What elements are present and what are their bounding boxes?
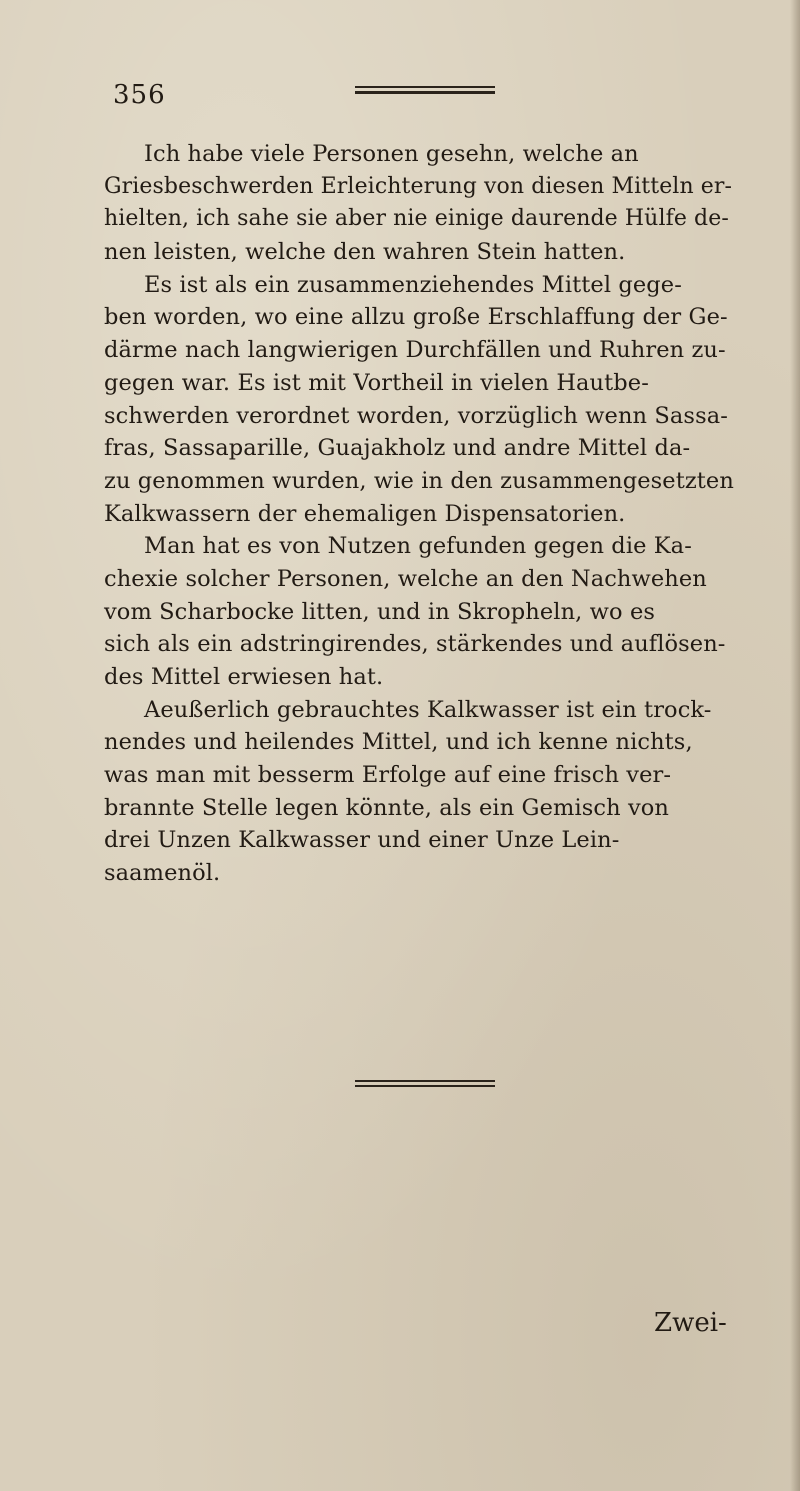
text-line: ben worden, wo eine allzu große Erschlaffung der Ge- — [104, 304, 728, 331]
text-line: Ich habe viele Personen gesehn, welche an — [144, 141, 639, 167]
text-line: zu genommen wurden, wie in den zusammengesetzten — [104, 467, 734, 494]
page-edge-shadow — [790, 0, 800, 1491]
text-line: därme nach langwierigen Durchfällen und Ruhren zu- — [104, 337, 726, 364]
body-text — [104, 138, 738, 890]
text-line: Aeußerlich gebrauchtes Kalkwasser ist ein trock- — [144, 696, 712, 723]
text-line: des Mittel erwiesen hat. — [104, 664, 384, 690]
text-line: schwerden verordnet worden, vorzüglich wenn Sassa- — [104, 402, 728, 429]
text-line: chexie solcher Personen, welche an den Nachwehen — [104, 565, 707, 592]
text-line: nen leisten, welche den wahren Stein hatten. — [104, 239, 626, 266]
text-line: vom Scharbocke litten, und in Skropheln, wo es — [104, 598, 656, 625]
text-line: hielten, ich sahe sie aber nie einige daurende Hülfe de- — [104, 206, 729, 232]
header-rule — [355, 86, 495, 98]
text-line: Griesbeschwerden Erleichterung von diesen Mitteln er- — [104, 173, 733, 199]
section-end-rule — [355, 1080, 495, 1090]
text-line: drei Unzen Kalkwasser und einer Unze Lein- — [104, 827, 620, 854]
text-line: nendes und heilendes Mittel, und ich kenne nichts, — [104, 729, 693, 756]
text-line: gegen war. Es ist mit Vortheil in vielen Hautbe- — [104, 369, 649, 396]
text-line: brannte Stelle legen könnte, als ein Gemisch von — [104, 794, 670, 821]
text-line: saamenöl. — [104, 860, 221, 887]
text-line: was man mit besserm Erfolge auf eine frisch ver- — [104, 762, 672, 789]
text-line: Kalkwassern der ehemaligen Dispensatorien. — [104, 500, 626, 527]
text-line: Es ist als ein zusammenziehendes Mittel gege- — [144, 271, 682, 298]
page-number: 356 — [113, 80, 166, 110]
text-line: Man hat es von Nutzen gefunden gegen die Ka- — [144, 533, 692, 560]
text-line: fras, Sassaparille, Guajakholz und andre Mittel da- — [104, 435, 691, 462]
text-line: sich als ein adstringirendes, stärkendes und auflösen- — [104, 631, 726, 658]
catchword: Zwei- — [654, 1308, 727, 1338]
